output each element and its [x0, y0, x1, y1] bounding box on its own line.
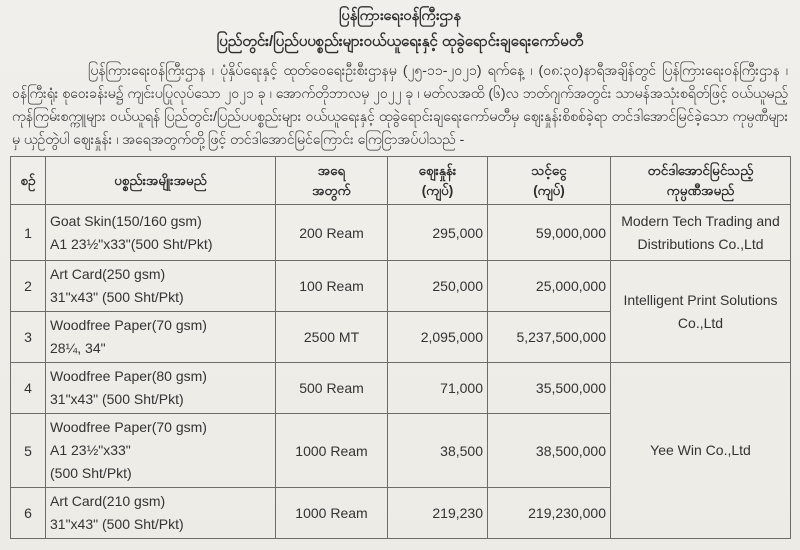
item-line: Art Card(250 gsm)	[50, 266, 166, 282]
total-amount: 35,500,000	[488, 363, 611, 414]
col-header-quantity	[276, 157, 388, 205]
col-header-price-line1: ဈေးနှုန်း	[418, 162, 457, 178]
quantity: 1000 Ream	[276, 488, 388, 539]
unit-price: 38,500	[388, 414, 488, 488]
item-line: (500 Sht/Pkt)	[50, 465, 132, 481]
item-line: 31"x43" (500 Sht/Pkt)	[50, 391, 184, 407]
winning-company: Intelligent Print Solutions Co.,Ltd	[611, 261, 791, 363]
table-row	[11, 205, 791, 261]
col-header-price-line2: (ကျပ်)	[421, 182, 454, 198]
unit-price: 250,000	[388, 261, 488, 312]
item-name	[46, 414, 276, 488]
item-line: Woodfree Paper(80 gsm)	[50, 368, 207, 384]
col-header-amount-line1: သင့်ငွေ	[531, 162, 567, 178]
total-amount: 38,500,000	[488, 414, 611, 488]
table-row	[11, 261, 791, 312]
table-row	[11, 363, 791, 414]
winning-company: Modern Tech Trading and Distributions Co.,Ltd	[611, 205, 791, 261]
col-header-item: ပစ္စည်းအမျိုးအမည်	[46, 157, 276, 205]
unit-price: 219,230	[388, 488, 488, 539]
unit-price: 295,000	[388, 205, 488, 261]
item-line: A1 23½"x33"(500 Sht/Pkt)	[50, 235, 213, 252]
tender-results-table	[10, 156, 791, 539]
quantity: 200 Ream	[276, 205, 388, 261]
row-number: 3	[11, 312, 46, 363]
row-number: 2	[11, 261, 46, 312]
scanned-document-page	[10, 0, 790, 539]
row-number: 1	[11, 205, 46, 261]
quantity: 2500 MT	[276, 312, 388, 363]
unit-price: 2,095,000	[388, 312, 488, 363]
item-line: A1 23½"x33"	[50, 442, 131, 458]
item-line: Woodfree Paper(70 gsm)	[50, 317, 207, 333]
col-header-company	[611, 157, 791, 205]
col-header-amount-line2: (ကျပ်)	[533, 182, 565, 198]
quantity: 500 Ream	[276, 363, 388, 414]
item-line: Woodfree Paper(70 gsm)	[50, 419, 207, 435]
col-header-company-line1: တင်ဒါအောင်မြင်သည့်	[647, 162, 754, 178]
ministry-title: ပြန်ကြားရေးဝန်ကြီးဌာန	[339, 8, 461, 24]
col-header-company-line2: ကုမ္ပဏီအမည်	[666, 182, 735, 198]
announcement-paragraph: ပြန်ကြားရေးဝန်ကြီးဌာန ၊ ပုံနှိပ်ရေးနှင့် ထုတ်ဝေရေးဦးစီးဌာနမှ (၂၅-၁၁-၂၀၂၁) ရက်နေ့ ၊ (၀၈:၃၀)နာရီအချိန်တွင် ပြန်ကြားရေးဝန်ကြီးဌာန ၊ ဝန်ကြီးရုံး စုဝေးခန်းမ၌ ကျင်းပပြုလုပ်သော ၂၀၂၁ ခု ၊ အောက်တိုဘာလမှ ၂၀၂၂ ခု ၊ မတ်လအထိ (၆)လ ဘတ်ဂျက်အတွင်း သာမန်အသုံးစရိတ်ဖြင့် ဝယ်ယူမည့် ကုန်ကြမ်းစက္ကူများ ဝယ်ယူရန် ပြည်တွင်း/ပြည်ပပစ္စည်းများ ဝယ်ယူရေးနှင့် ထုခွဲရောင်းချရေးကော်မတီမှ ဈေးနှုန်းစိစစ်ခဲ့ရာ တင်ဒါအောင်မြင်ခဲ့သော ကုမ္ပဏီများမှ ယှဉ်တွဲပါ ဈေးနှုန်း ၊ အရေအတွက်တို့ဖြင့် တင်ဒါအောင်မြင်ကြောင်း ကြေငြာအပ်ပါသည် -	[12, 62, 788, 147]
item-name	[46, 363, 276, 414]
col-header-quantity-line1: အရေ	[317, 162, 346, 178]
total-amount: 219,230,000	[488, 488, 611, 539]
committee-title: ပြည်တွင်း/ပြည်ပပစ္စည်းများဝယ်ယူရေးနှင့် ထုခွဲရောင်းချရေးကော်မတီ	[216, 33, 584, 50]
quantity: 100 Ream	[276, 261, 388, 312]
total-amount: 59,000,000	[488, 205, 611, 261]
item-line: 28¼, 34"	[50, 340, 106, 356]
row-number: 4	[11, 363, 46, 414]
quantity: 1000 Ream	[276, 414, 388, 488]
total-amount: 25,000,000	[488, 261, 611, 312]
row-number: 6	[11, 488, 46, 539]
col-header-price	[388, 157, 488, 205]
table-header-row	[11, 157, 791, 205]
total-amount: 5,237,500,000	[488, 312, 611, 363]
item-line: 31"x43" (500 Sht/Pkt)	[50, 516, 184, 532]
item-line: Goat Skin(150/160 gsm)	[50, 212, 202, 229]
item-name	[46, 205, 276, 261]
item-line: 31"x43" (500 Sht/Pkt)	[50, 289, 184, 305]
col-header-amount	[488, 157, 611, 205]
unit-price: 71,000	[388, 363, 488, 414]
row-number: 5	[11, 414, 46, 488]
col-header-quantity-line2: အတွက်	[312, 182, 351, 198]
item-name	[46, 312, 276, 363]
item-name	[46, 261, 276, 312]
item-name	[46, 488, 276, 539]
col-header-no: စဉ်	[11, 157, 46, 205]
winning-company: Yee Win Co.,Ltd	[611, 363, 791, 539]
item-line: Art Card(210 gsm)	[50, 493, 166, 509]
